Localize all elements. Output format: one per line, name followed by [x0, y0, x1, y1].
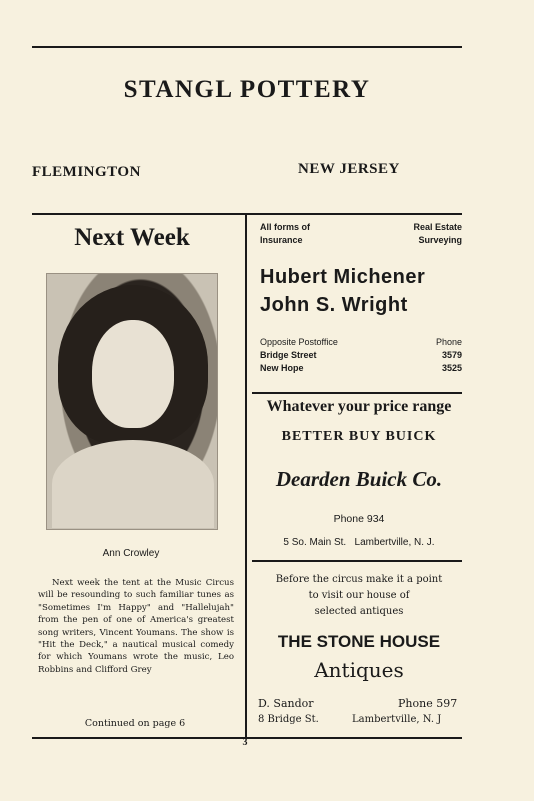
buick-phone: Phone 934 [333, 513, 385, 525]
buick-company: Dearden Buick Co. [275, 467, 443, 491]
insurance-phone-2: 3525 [441, 363, 462, 373]
ad-rule-2 [252, 560, 462, 562]
stone-house-subtitle: Antiques [314, 658, 404, 682]
header-state: NEW JERSEY [298, 161, 400, 177]
header-rule [32, 213, 462, 215]
insurance-ad [260, 222, 462, 382]
portrait-face [92, 320, 174, 428]
column-divider [245, 215, 247, 737]
next-week-heading: Next Week [74, 224, 190, 251]
stone-house-address-right: Lambertville, N. J [352, 714, 442, 725]
article-body: Next week the tent at the Music Circus will be resounding to such familiar tunes as "Sometimes I'm Happy" and "Hallelujah" from the pen of one of America's greatest song writers, Vincent Youmans. The show is "Hit the Deck," a nautical musical comedy for which Youmans wrote the music, Leo Robbins and Clifford Grey [38, 578, 234, 675]
stone-house-owner: D. Sandor [258, 697, 314, 710]
photo-caption: Ann Crowley [102, 548, 160, 559]
insurance-name-1: Hubert Michener [260, 266, 426, 288]
continued-note: Continued on page 6 [84, 718, 186, 729]
insurance-phone-1: 3579 [441, 350, 462, 360]
stone-house-phone: Phone 597 [398, 697, 458, 710]
top-rule [32, 46, 462, 48]
insurance-name-2: John S. Wright [260, 294, 408, 316]
buick-tagline: Whatever your price range [266, 398, 452, 415]
stone-house-intro-1: Before the circus make it a point [275, 574, 443, 585]
insurance-right-2: Surveying [418, 235, 462, 245]
stone-house-name: THE STONE HOUSE [277, 632, 441, 651]
stone-house-address-left: 8 Bridge St. [258, 714, 319, 725]
stone-house-intro-2: to visit our house of [308, 590, 410, 601]
insurance-phone-label: Phone [435, 337, 462, 347]
buick-address: 5 So. Main St. Lambertville, N. J. [283, 537, 435, 548]
insurance-left-2: Insurance [260, 235, 303, 245]
stone-house-intro-3: selected antiques [314, 606, 404, 617]
portrait-shoulders [52, 440, 214, 528]
page-title: STANGL POTTERY [123, 76, 371, 103]
ad-rule-1 [252, 392, 462, 394]
insurance-addr-2: Bridge Street [260, 350, 317, 360]
page-number: 3 [242, 737, 248, 748]
insurance-right-1: Real Estate [413, 222, 462, 232]
buick-slogan: BETTER BUY BUICK [281, 429, 437, 444]
insurance-addr-1: Opposite Postoffice [260, 337, 338, 347]
insurance-left-1: All forms of [260, 222, 311, 232]
insurance-addr-3: New Hope [260, 363, 304, 373]
header-city: FLEMINGTON [32, 164, 141, 180]
